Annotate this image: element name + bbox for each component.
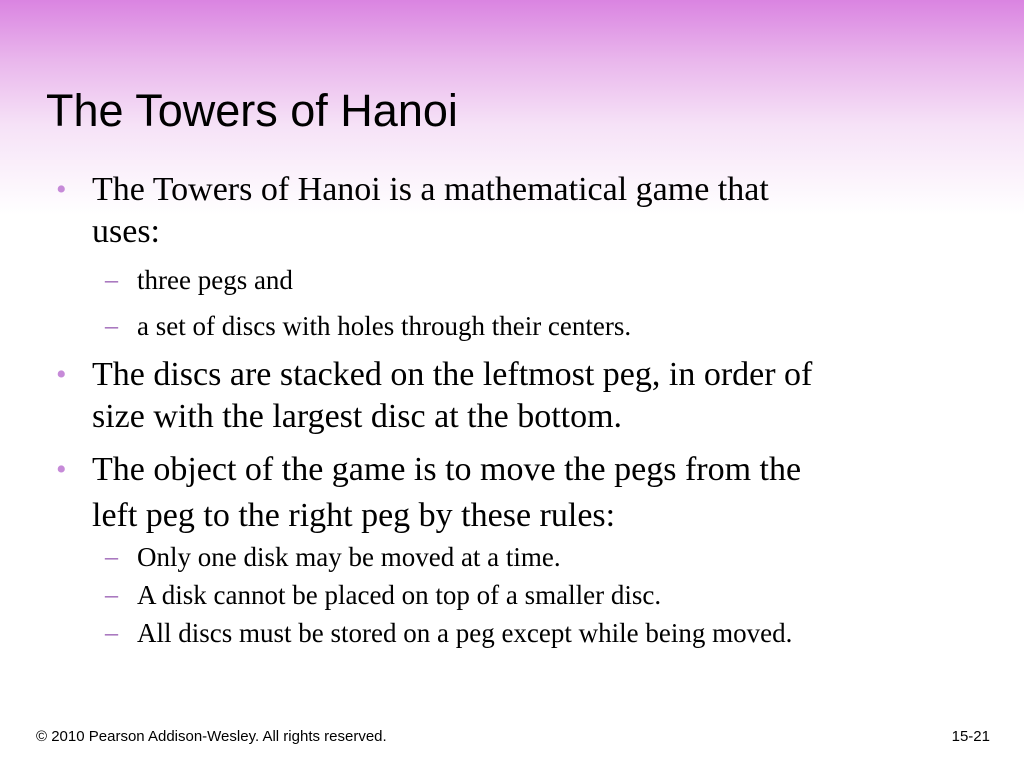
slide-title: The Towers of Hanoi bbox=[46, 85, 458, 136]
bullet-1-line-1: The Towers of Hanoi is a mathematical game that bbox=[92, 171, 769, 208]
dash-marker: – bbox=[105, 311, 118, 340]
dash-marker: – bbox=[105, 580, 118, 609]
bullet-3-line-1: The object of the game is to move the pegs from the bbox=[92, 451, 802, 488]
dash-marker: – bbox=[105, 618, 118, 647]
bullet-2-line-2: size with the largest disc at the bottom. bbox=[92, 398, 623, 435]
bullet-3-subitem-3: All discs must be stored on a peg except while being moved. bbox=[137, 618, 793, 648]
bullet-marker: • bbox=[56, 173, 67, 206]
bullet-1-subitem-1: three pegs and bbox=[137, 265, 293, 295]
bullet-3-subitem-2: A disk cannot be placed on top of a smaller disc. bbox=[137, 580, 662, 610]
page-number: 15-21 bbox=[951, 728, 990, 745]
bullet-marker: • bbox=[56, 358, 67, 391]
dash-marker: – bbox=[105, 542, 118, 571]
bullet-2-line-1: The discs are stacked on the leftmost peg, in order of bbox=[92, 356, 813, 393]
bullet-1-subitem-2: a set of discs with holes through their centers. bbox=[137, 311, 632, 341]
dash-marker: – bbox=[105, 265, 118, 294]
bullet-3-subitem-1: Only one disk may be moved at a time. bbox=[137, 542, 561, 572]
bullet-marker: • bbox=[56, 453, 67, 486]
bullet-3-line-2: left peg to the right peg by these rules: bbox=[92, 497, 616, 534]
copyright-footer: © 2010 Pearson Addison-Wesley. All rights reserved. bbox=[36, 728, 387, 745]
bullet-1-line-2: uses: bbox=[92, 213, 160, 250]
